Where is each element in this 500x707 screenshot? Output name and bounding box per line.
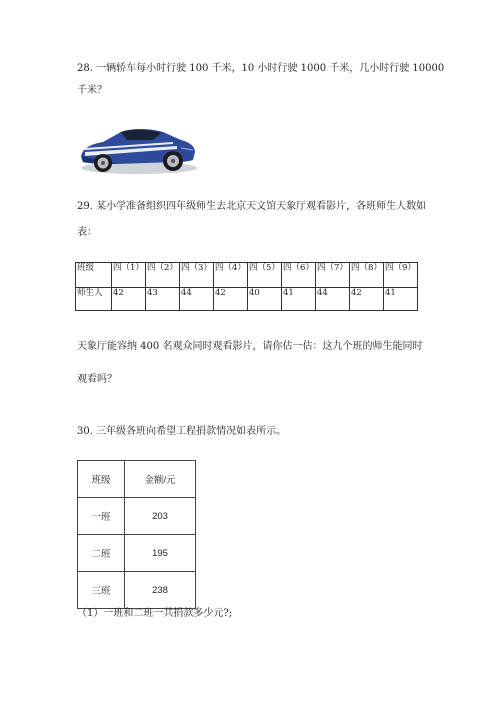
amount-cell: 238 (125, 572, 196, 609)
q30-title: 30. 三年级各班向希望工程捐款情况如表所示。 (77, 426, 287, 437)
amount-cell: 195 (125, 535, 196, 572)
q29-header-cell: 四（4） (214, 263, 248, 288)
q29-line2: 表： (77, 227, 97, 238)
q29-header-cell: 四（1） (112, 263, 146, 288)
table-row (78, 498, 196, 535)
q29-value-cell: 43 (146, 288, 180, 311)
q29-value-cell: 42 (112, 288, 146, 311)
q29-header-cell: 四（3） (180, 263, 214, 288)
q30-header-cell: 金额/元 (125, 461, 196, 498)
q29-table-data-row (76, 288, 418, 311)
q29-value-cell: 42 (214, 288, 248, 311)
q30-header-cell: 班级 (78, 461, 125, 498)
q29-header-cell: 四（9） (384, 263, 418, 288)
q28-line1: 28. 一辆轿车每小时行驶 100 千米，10 小时行驶 1000 千米，几小时行驶 10000 (77, 63, 445, 74)
q29-value-cell: 41 (384, 288, 418, 311)
q30-table-header-row (78, 461, 196, 498)
q28-line2: 千米？ (77, 85, 107, 96)
table-row (78, 572, 196, 609)
q29-value-cell: 41 (282, 288, 316, 311)
q29-para1: 天象厅能容纳 400 名观众同时观看影片，请你估一估：这九个班的师生能同时 (77, 341, 423, 352)
sports-car-image (77, 118, 199, 176)
q29-header-cell: 四（6） (282, 263, 316, 288)
q29-class-table (75, 262, 418, 311)
q29-table-header-row (76, 263, 418, 288)
table-row (78, 535, 196, 572)
q29-header-cell: 四（8） (350, 263, 384, 288)
q29-row-label: 师生人 (76, 288, 112, 311)
q29-value-cell: 44 (316, 288, 350, 311)
class-cell: 二班 (78, 535, 125, 572)
class-cell: 一班 (78, 498, 125, 535)
q30-donation-table (77, 460, 196, 609)
q29-line1: 29. 某小学准备组织四年级师生去北京天文馆天象厅观看影片，各班师生人数如 (77, 201, 427, 212)
q29-value-cell: 40 (248, 288, 282, 311)
q29-value-cell: 44 (180, 288, 214, 311)
q29-header-cell: 四（2） (146, 263, 180, 288)
q29-value-cell: 42 (350, 288, 384, 311)
class-cell: 三班 (78, 572, 125, 609)
q30-sub1: （1）一班和二班一共捐款多少元?; (77, 608, 233, 619)
q29-header-cell: 四（5） (248, 263, 282, 288)
amount-cell: 203 (125, 498, 196, 535)
q29-header-cell: 班级 (76, 263, 112, 288)
q29-header-cell: 四（7） (316, 263, 350, 288)
q29-para2: 观看吗？ (77, 374, 117, 385)
